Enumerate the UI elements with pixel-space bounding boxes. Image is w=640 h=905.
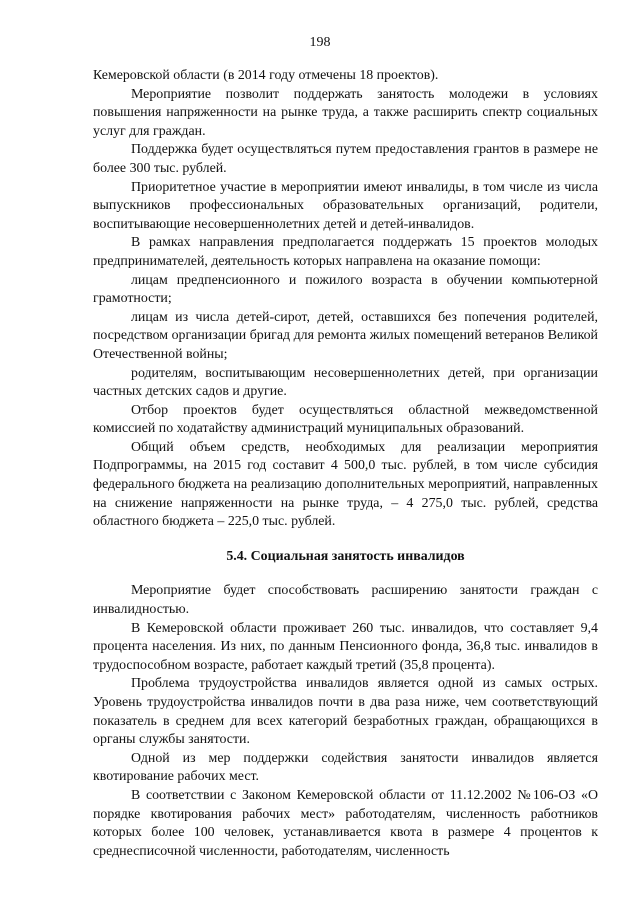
paragraph: Приоритетное участие в мероприятии имеют инвалиды, в том числе из числа выпускников профессиональных образовательных организаций, родители, воспитывающие несовершеннолетних детей и детей-инвалидов. (93, 179, 598, 232)
paragraph: Мероприятие позволит поддержать занятость молодежи в условиях повышения напряженности на рынке труда, а также расширить спектр социальных услуг для граждан. (93, 86, 598, 139)
body-text (93, 67, 598, 861)
paragraph: В соответствии с Законом Кемеровской области от 11.12.2002 №106-ОЗ «О порядке квотирования рабочих мест» работодателям, численность работников которых более 100 человек, устанавливается квота в размере 4 процентов к среднесписочной численности, работодателям, численность (93, 787, 598, 859)
section-heading: 5.4. Социальная занятость инвалидов (226, 548, 465, 564)
paragraph: Проблема трудоустройства инвалидов является одной из самых острых. Уровень трудоустройства инвалидов почти в два раза ниже, чем соответствующий показатель в среднем для всех категорий безработных граждан, обращающихся в органы службы занятости. (93, 676, 598, 748)
paragraph: В Кемеровской области проживает 260 тыс. инвалидов, что составляет 9,4 процента населения. Из них, по данным Пенсионного фонда, 36,8 тыс. инвалидов в трудоспособном возрасте, работает каждый третий (35,8 процента). (93, 620, 598, 673)
list-item: лицам из числа детей-сирот, детей, оставшихся без попечения родителей, посредством организации бригад для ремонта жилых помещений ветеранов Великой Отечественной войны; (93, 309, 598, 362)
page-number: 198 (309, 35, 331, 50)
list-item: родителям, воспитывающим несовершеннолетних детей, при организации частных детских садов и другие. (93, 365, 598, 400)
paragraph: В рамках направления предполагается поддержать 15 проектов молодых предпринимателей, деятельность которых направлена на оказание помощи: (93, 235, 598, 269)
paragraph: Кемеровской области (в 2014 году отмечены 18 проектов). (93, 68, 439, 83)
paragraph: Поддержка будет осуществляться путем предоставления грантов в размере не более 300 тыс. рублей. (93, 142, 598, 176)
list-item: лицам предпенсионного и пожилого возраста в обучении компьютерной грамотности; (93, 272, 598, 307)
paragraph: Мероприятие будет способствовать расширению занятости граждан с инвалидностью. (93, 583, 598, 618)
paragraph: Отбор проектов будет осуществляться областной межведомственной комиссией по ходатайству администраций муниципальных образований. (93, 402, 598, 437)
paragraph: Общий объем средств, необходимых для реализации мероприятия Подпрограммы, на 2015 год составит 4 500,0 тыс. рублей, в том числе субсидия федерального бюджета на реализацию дополнительных мероприятий, направленных на снижение напряженности на рынке труда, – 4 275,0 тыс. рублей, средства областного бюджета – 225,0 тыс. рублей. (93, 439, 598, 530)
paragraph: Одной из мер поддержки содействия занятости инвалидов является квотирование рабочих мест. (93, 750, 598, 785)
